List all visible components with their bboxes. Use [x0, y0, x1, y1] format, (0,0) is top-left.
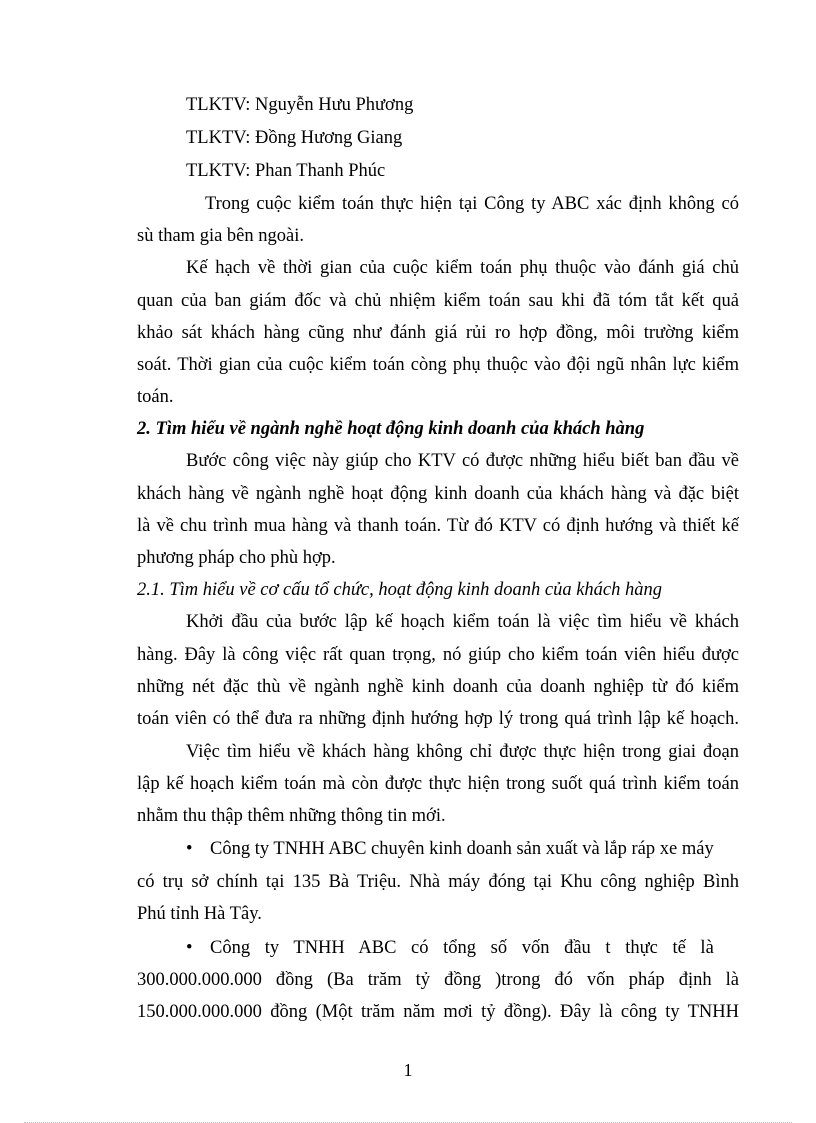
page-number: 1 [403, 1060, 413, 1080]
bullet-text: Công ty TNHH ABC có tổng số vốn đầu t thực tế là [210, 938, 714, 958]
paragraph-line: phương pháp cho phù hợp. [137, 548, 336, 568]
paragraph-line: khảo sát khách hàng cũng như đánh giá rủi ro hợp đồng, môi trường kiểm [137, 323, 739, 343]
paragraph-line: có trụ sở chính tại 135 Bà Triệu. Nhà máy đóng tại Khu công nghiệp Bình [137, 872, 739, 892]
bullet-icon: • [186, 938, 193, 958]
paragraph-line: toán. [137, 387, 174, 407]
bullet-item [186, 836, 739, 862]
staff-line: TLKTV: Nguyễn Hưu Phương [186, 95, 414, 115]
bullet-icon: • [186, 839, 193, 859]
staff-line: TLKTV: Phan Thanh Phúc [186, 161, 386, 181]
paragraph-line: Bước công việc này giúp cho KTV có được những hiểu biết ban đầu về [186, 451, 739, 471]
paragraph-line: lập kế hoạch kiểm toán mà còn được thực hiện trong suốt quá trình kiểm toán [137, 774, 739, 794]
paragraph-line: Trong cuộc kiểm toán thực hiện tại Công ty ABC xác định không có [205, 194, 739, 214]
paragraph-line: là về chu trình mua hàng và thanh toán. Từ đó KTV có định hướng và thiết kế [137, 516, 739, 536]
paragraph-line: Khởi đầu của bước lập kế hoạch kiểm toán là việc tìm hiểu về khách [186, 612, 739, 632]
paragraph-line: 300.000.000.000 đồng (Ba trăm tỷ đồng )trong đó vốn pháp định là [137, 970, 739, 990]
paragraph-line: toán viên có thể đưa ra những định hướng hợp lý trong quá trình lập kế hoạch. [137, 709, 739, 729]
paragraph-line: Phú tỉnh Hà Tây. [137, 904, 262, 924]
paragraph-line: nhằm thu thập thêm những thông tin mới. [137, 806, 446, 826]
paragraph-line: soát. Thời gian của cuộc kiểm toán còng phụ thuộc vào đội ngũ nhân lực kiểm [137, 355, 739, 375]
paragraph-line: những nét đặc thù về ngành nghề kinh doanh của doanh nghiệp từ đó kiểm [137, 677, 739, 697]
staff-line: TLKTV: Đồng Hương Giang [186, 128, 403, 148]
paragraph-line: khách hàng về ngành nghề hoạt động kinh doanh của khách hàng và đặc biệt [137, 484, 739, 504]
paragraph-line: hàng. Đây là công việc rất quan trọng, nó giúp cho kiểm toán viên hiểu được [137, 645, 739, 665]
bullet-item [186, 935, 739, 961]
paragraph-line: 150.000.000.000 đồng (Một trăm năm mơi tỷ đồng). Đây là công ty TNHH [137, 1002, 739, 1022]
bullet-text: Công ty TNHH ABC chuyên kinh doanh sản xuất và lắp ráp xe máy [210, 839, 714, 859]
paragraph-line: sù tham gia bên ngoài. [137, 226, 304, 246]
section-heading: 2. Tìm hiểu về ngành nghề hoạt động kinh doanh của khách hàng [137, 419, 645, 439]
subsection-heading: 2.1. Tìm hiểu về cơ cấu tổ chức, hoạt động kinh doanh của khách hàng [137, 580, 663, 600]
paragraph-line: quan của ban giám đốc và chủ nhiệm kiểm toán sau khi đã tóm tắt kết quả [137, 291, 739, 311]
paragraph-line: Việc tìm hiểu về khách hàng không chỉ được thực hiện trong giai đoạn [186, 742, 739, 762]
paragraph-line: Kế hạch về thời gian của cuộc kiểm toán phụ thuộc vào đánh giá chủ [186, 258, 739, 278]
